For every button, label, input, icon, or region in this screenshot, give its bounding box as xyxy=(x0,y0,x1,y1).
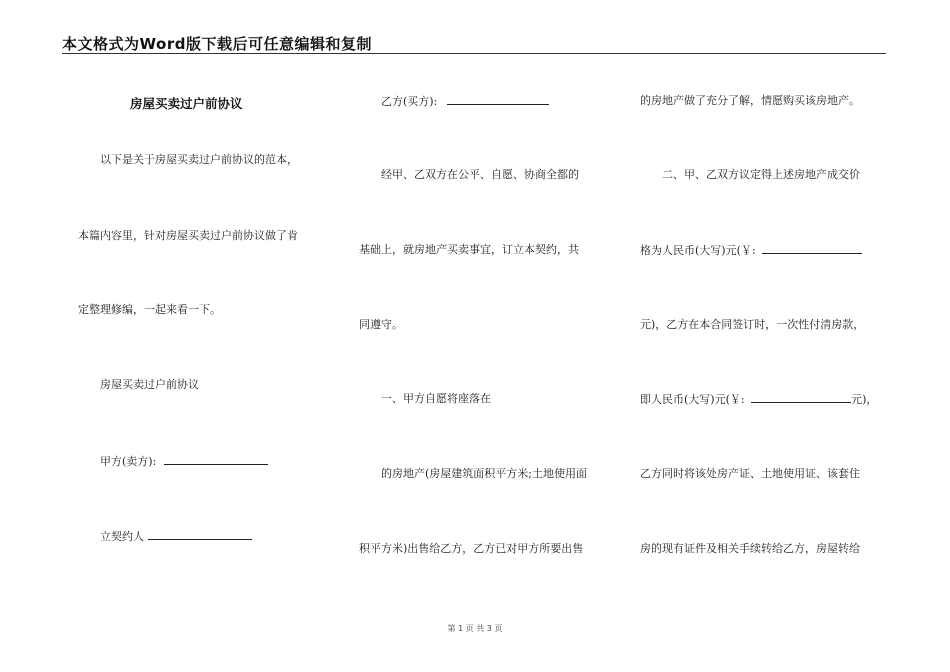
document-banner: 本文格式为Word版下载后可任意编辑和复制 xyxy=(62,35,372,53)
party-a-blank xyxy=(164,454,268,465)
party-a-label: 甲方(卖方): xyxy=(100,455,157,468)
paragraph-line: 以下是关于房屋买卖过户前协议的范本， xyxy=(100,153,298,166)
paragraph-line: 的房地产做了充分了解，情愿购买该房地产。 xyxy=(640,94,860,107)
clause-line: 二、甲、乙双方议定得上述房地产成交价 xyxy=(662,168,860,181)
section-heading: 房屋买卖过户前协议 xyxy=(100,378,199,391)
party-b-blank xyxy=(447,94,549,105)
clause-line: 一、甲方自愿将座落在 xyxy=(381,392,491,405)
paragraph-line: 元)，乙方在本合同签订时，一次性付清房款， xyxy=(640,318,865,331)
amount-blank xyxy=(751,392,851,403)
contractor-label: 立契约人 xyxy=(100,530,144,543)
header-divider xyxy=(62,53,886,54)
paragraph-line: 的房地产(房屋建筑面积平方米;土地使用面 xyxy=(381,467,587,480)
contractor-blank xyxy=(148,529,252,540)
paragraph-line: 经甲、乙双方在公平、自愿、协商全都的 xyxy=(381,168,579,181)
party-b-line xyxy=(381,94,549,109)
paragraph-line: 定整理修编，一起来看一下。 xyxy=(78,303,221,316)
page-number: 第 1 页 共 3 页 xyxy=(447,624,503,633)
party-b-label: 乙方(买方): xyxy=(381,95,438,108)
amount-suffix: 元)， xyxy=(851,393,878,406)
price-line xyxy=(640,243,862,258)
document-title: 房屋买卖过户前协议 xyxy=(130,96,243,111)
amount-label: 即人民币(大写)元(￥: xyxy=(640,393,745,406)
paragraph-line: 乙方同时将该处房产证、土地使用证、该套住 xyxy=(640,467,860,480)
paragraph-line: 本篇内容里，针对房屋买卖过户前协议做了肯 xyxy=(78,229,298,242)
paragraph-line: 基础上，就房地产买卖事宜，订立本契约，共 xyxy=(359,243,579,256)
amount-line xyxy=(640,392,877,407)
paragraph-line: 同遵守。 xyxy=(359,318,403,331)
price-blank xyxy=(762,243,862,254)
paragraph-line: 房的现有证件及相关手续转给乙方，房屋转给 xyxy=(640,542,860,555)
party-a-line xyxy=(100,454,268,469)
contractor-line xyxy=(100,529,252,544)
paragraph-line: 积平方米)出售给乙方，乙方已对甲方所要出售 xyxy=(359,542,584,555)
price-label: 格为人民币(大写)元(￥: xyxy=(640,244,756,257)
